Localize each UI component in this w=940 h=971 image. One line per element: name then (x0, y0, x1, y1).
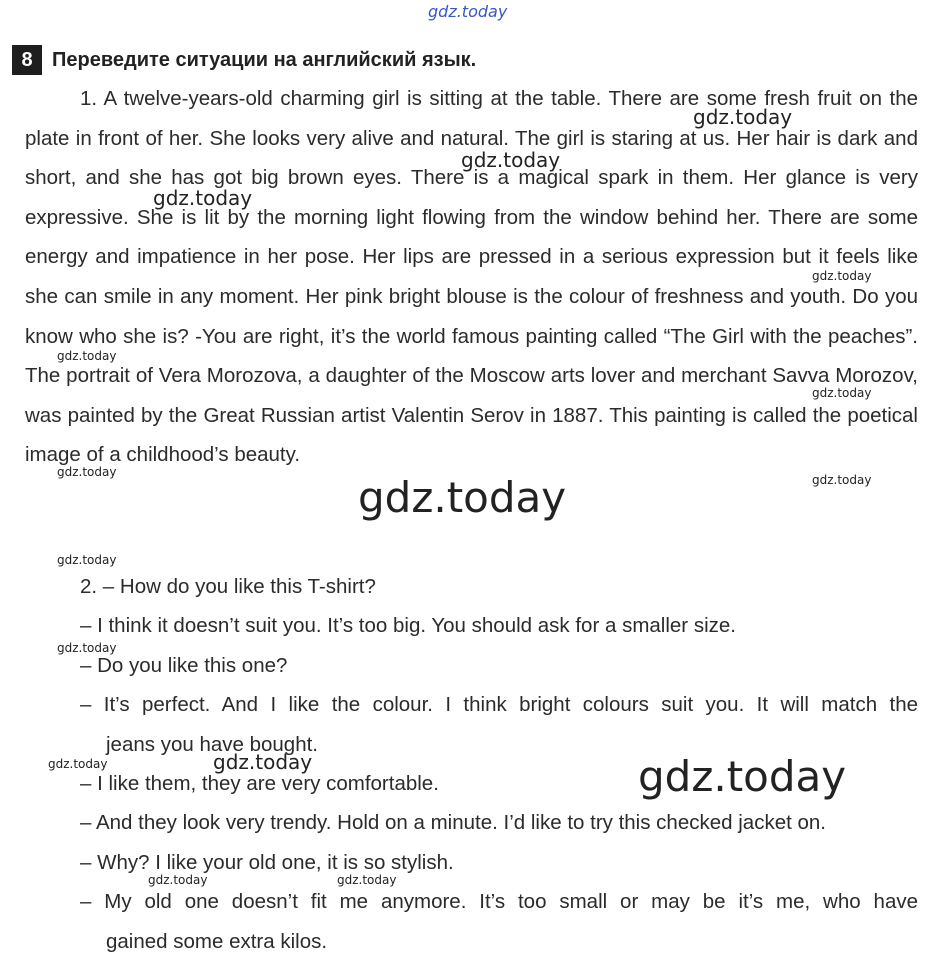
watermark: gdz.today (57, 553, 117, 567)
translation-paragraph-1: 1. A twelve-years-old charming girl is sitting at the table. There are some fresh fruit on the plate in front of her. She looks very alive and natural. The girl is staring at us. Her hair is dark and short, and she has got big brown eyes. There is a magical spark in them. Her glance is very expressive. She is lit by the morning light flowing from the window behind her. There are some energy and impatience in her pose. Her lips are pressed in a serious expression but it feels like she can smile in any moment. Her pink bright blouse is the colour of freshness and youth. Do you know who she is? -You are right, it’s the world famous painting called “The Girl with the peaches”. The portrait of Vera Morozova, a daughter of the Moscow arts lover and merchant Savva Morozov, was painted by the Great Russian artist Valentin Serov in 1887. This painting is called the poetical image of a childhood’s beauty. (25, 87, 918, 467)
task-number-badge: 8 (12, 45, 42, 75)
watermark-top: gdz.today (428, 2, 508, 21)
dialogue-line: jeans you have bought. (106, 732, 318, 756)
dialogue-line: – I think it doesn’t suit you. It’s too big. You should ask for a smaller size. (80, 614, 736, 638)
watermark: gdz.today (693, 105, 793, 129)
watermark: gdz.today (153, 186, 253, 210)
task-heading (12, 45, 476, 75)
dialogue (80, 567, 918, 961)
dialogue-line: – Why? I like your old one, it is so stylish. (80, 850, 454, 874)
watermark: gdz.today (57, 465, 117, 479)
dialogue-line: gained some extra kilos. (106, 929, 328, 953)
dialogue-line: – And they look very trendy. Hold on a minute. I’d like to try this checked jacket on. (80, 811, 826, 835)
watermark: gdz.today (148, 873, 208, 887)
task-title: Переведите ситуации на английский язык. (52, 48, 477, 71)
watermark: gdz.today (812, 386, 872, 400)
watermark: gdz.today (57, 641, 117, 655)
dialogue-line: – Do you like this one? (80, 653, 288, 677)
watermark: gdz.today (461, 148, 561, 172)
dialogue-line: – I like them, they are very comfortable. (80, 772, 439, 796)
watermark: gdz.today (213, 750, 313, 774)
watermark: gdz.today (48, 757, 108, 771)
watermark: gdz.today (337, 873, 397, 887)
watermark: gdz.today (57, 349, 117, 363)
watermark: gdz.today (812, 269, 872, 283)
watermark-large: gdz.today (358, 473, 567, 522)
watermark-large: gdz.today (638, 752, 847, 801)
watermark: gdz.today (812, 473, 872, 487)
dialogue-line: – My old one doesn’t fit me anymore. It’s too small or may be it’s me, who have (80, 890, 918, 914)
dialogue-line: – It’s perfect. And I like the colour. I think bright colours suit you. It will match the (80, 693, 918, 717)
dialogue-line: 2. – How do you like this T-shirt? (80, 575, 376, 598)
